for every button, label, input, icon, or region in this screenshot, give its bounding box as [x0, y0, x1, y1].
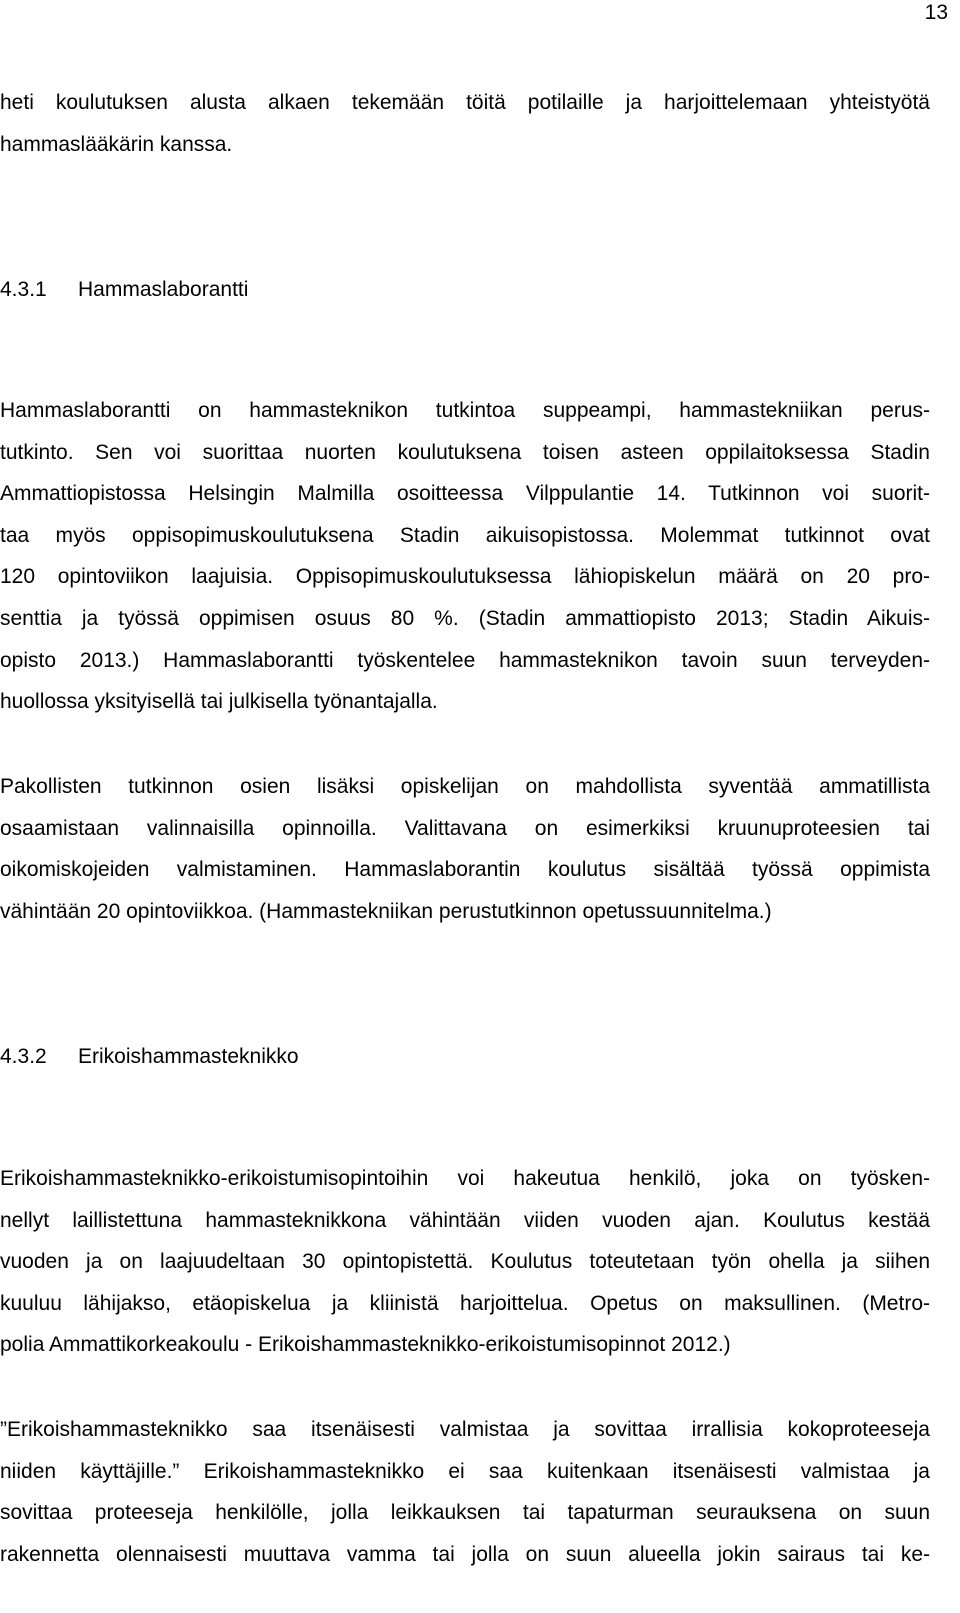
section-number: 4.3.1 — [0, 278, 47, 301]
text-line: rakennetta olennaisesti muuttava vamma tai jolla on suun alueella jokin sairaus tai ke- — [0, 1542, 930, 1566]
text-line: ”Erikoishammasteknikko saa itsenäisesti valmistaa ja sovittaa irrallisia kokoproteeseja — [0, 1418, 930, 1441]
body-paragraph — [0, 1409, 930, 1575]
page-number: 13 — [924, 1, 948, 24]
text-line: 120 opintoviikon laajuisia. Oppisopimuskoulutuksessa lähiopiskelun määrä on 20 pro- — [0, 565, 930, 589]
text-line: tutkinto. Sen voi suorittaa nuorten koulutuksena toisen asteen oppilaitoksessa Stadin — [0, 440, 930, 464]
text-line: polia Ammattikorkeakoulu - Erikoishammasteknikko-erikoistumisopinnot 2012.) — [0, 1333, 731, 1357]
text-line: senttia ja työssä oppimisen osuus 80 %. (Stadin ammattiopisto 2013; Stadin Aikuis- — [0, 606, 930, 630]
text-line: oikomiskojeiden valmistaminen. Hammaslaborantin koulutus sisältää työssä oppimista — [0, 858, 930, 882]
text-line: Hammaslaborantti on hammasteknikon tutkintoa suppeampi, hammastekniikan perus- — [0, 399, 930, 422]
text-line: osaamistaan valinnaisilla opinnoilla. Valittavana on esimerkiksi kruunuproteesien tai — [0, 816, 930, 840]
section-number: 4.3.2 — [0, 1045, 47, 1068]
text-line: Erikoishammasteknikko-erikoistumisopintoihin voi hakeutua henkilö, joka on työsken- — [0, 1167, 930, 1190]
body-paragraph — [0, 1158, 930, 1366]
text-line: opisto 2013.) Hammaslaborantti työskentelee hammasteknikon tavoin suun terveyden- — [0, 648, 930, 672]
text-line: Ammattiopistossa Helsingin Malmilla osoitteessa Vilppulantie 14. Tutkinnon voi suorit- — [0, 482, 930, 506]
text-line: vuoden ja on laajuudeltaan 30 opintopistettä. Koulutus toteutetaan työn ohella ja siihen — [0, 1250, 930, 1274]
text-line: kuuluu lähijakso, etäopiskelua ja kliinistä harjoittelua. Opetus on maksullinen. (Metro- — [0, 1291, 930, 1315]
body-paragraph — [0, 390, 930, 723]
text-line: sovittaa proteeseja henkilölle, jolla leikkauksen tai tapaturman seurauksena on suun — [0, 1501, 930, 1525]
section-heading-4-3-1 — [0, 278, 248, 302]
text-line: vähintään 20 opintoviikkoa. (Hammastekniikan perustutkinnon opetussuunnitelma.) — [0, 899, 772, 923]
intro-paragraph — [0, 82, 930, 165]
text-line: Pakollisten tutkinnon osien lisäksi opiskelijan on mahdollista syventää ammatillista — [0, 775, 930, 798]
section-title: Erikoishammasteknikko — [78, 1045, 299, 1068]
text-line: nellyt laillistettuna hammasteknikkona vähintään viiden vuoden ajan. Koulutus kestää — [0, 1208, 930, 1232]
text-line: heti koulutuksen alusta alkaen tekemään töitä potilaille ja harjoittelemaan yhteistyötä — [0, 91, 930, 114]
body-paragraph — [0, 766, 930, 932]
text-line: huollossa yksityisellä tai julkisella työnantajalla. — [0, 690, 438, 714]
text-line: hammaslääkärin kanssa. — [0, 132, 233, 156]
section-heading-4-3-2 — [0, 1045, 299, 1069]
text-line: niiden käyttäjille.” Erikoishammasteknikko ei saa kuitenkaan itsenäisesti valmistaa ja — [0, 1459, 930, 1483]
section-title: Hammaslaborantti — [78, 278, 249, 301]
text-line: taa myös oppisopimuskoulutuksena Stadin aikuisopistossa. Molemmat tutkinnot ovat — [0, 523, 930, 547]
